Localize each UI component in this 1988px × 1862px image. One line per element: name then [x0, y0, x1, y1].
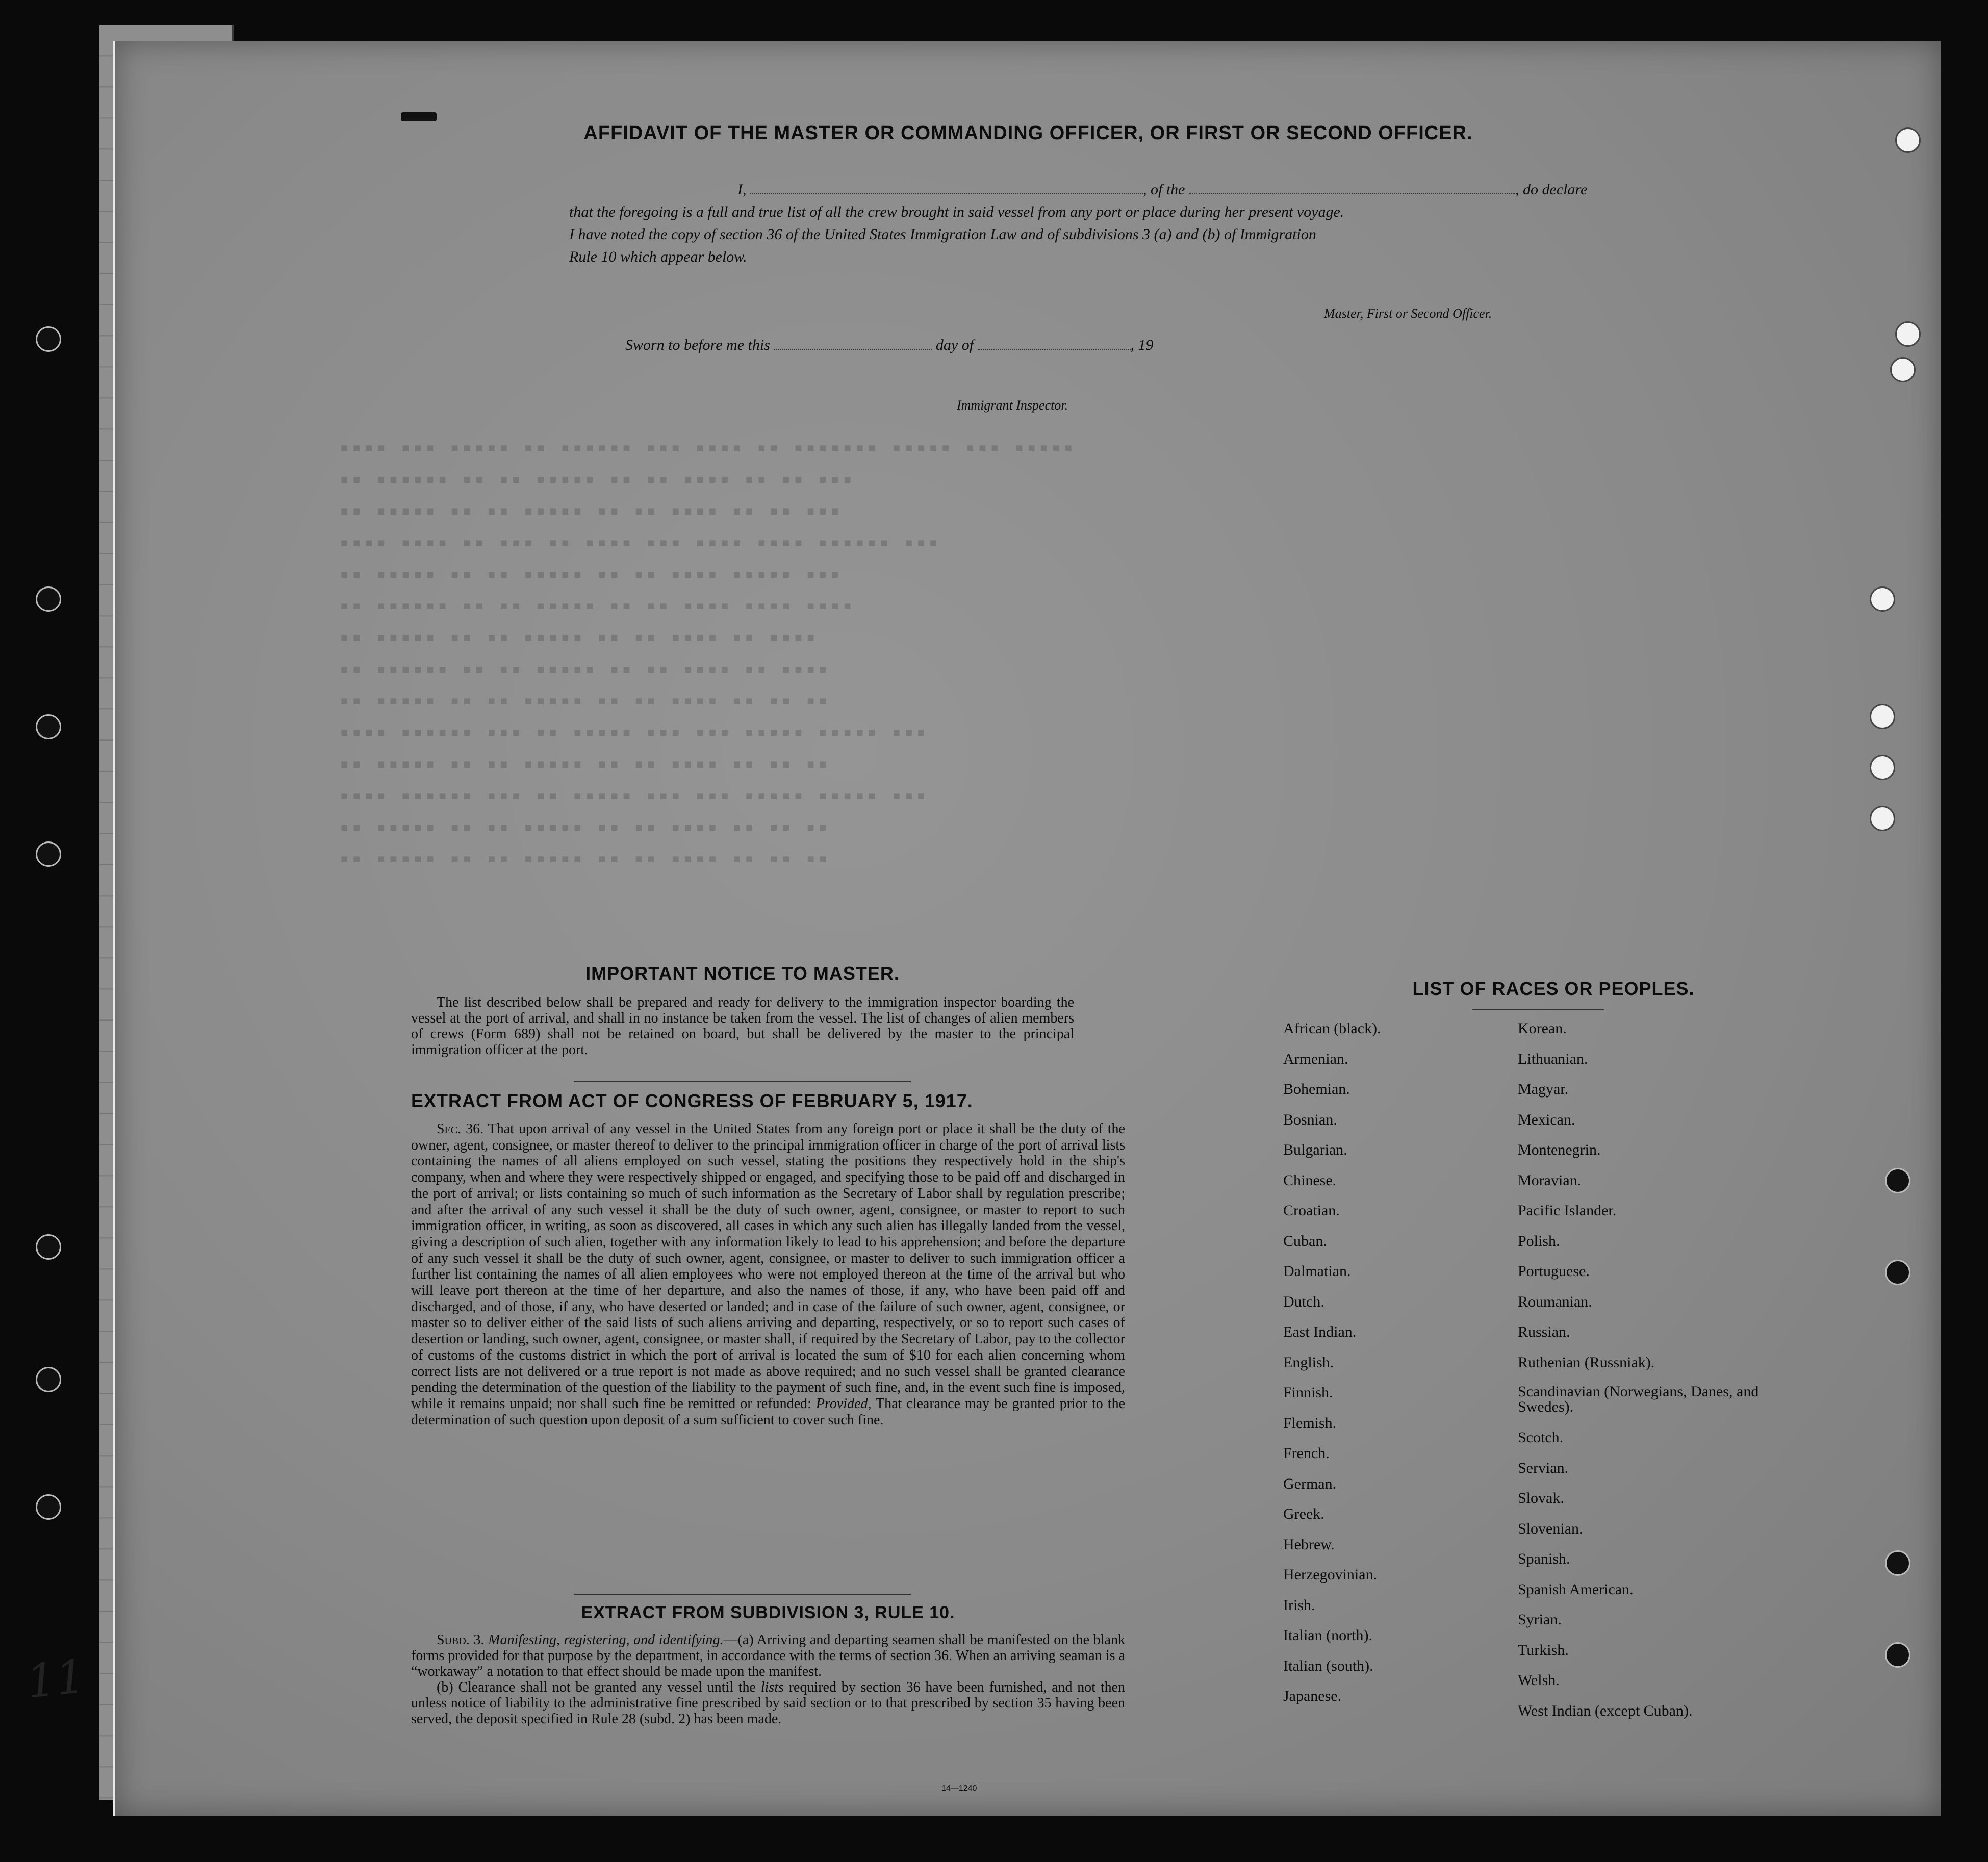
rule-para-b-start: Clearance shall not be granted any vessel until the	[458, 1679, 756, 1695]
race-item: Roumanian.	[1518, 1293, 1592, 1310]
declaration-of-the: , of the	[1143, 181, 1185, 198]
binder-hole	[1870, 755, 1895, 780]
rule-para-b-lists: lists	[760, 1679, 784, 1695]
race-item: Turkish.	[1518, 1641, 1569, 1659]
binder-hole	[1895, 127, 1921, 153]
notice-title: IMPORTANT NOTICE TO MASTER.	[585, 963, 900, 984]
binder-hole	[36, 326, 61, 352]
race-item: Korean.	[1518, 1020, 1567, 1037]
race-item: Scotch.	[1518, 1429, 1564, 1446]
act-title: EXTRACT FROM ACT OF CONGRESS OF FEBRUARY 5, 1917.	[411, 1090, 973, 1111]
binder-clip	[401, 112, 437, 121]
declaration-line-4: Rule 10 which appear below.	[569, 248, 747, 265]
act-body-end: That clearance may be granted prior to the determination of such question upon deposit of a sum sufficient to cover such fine.	[411, 1395, 1125, 1428]
declaration-line-1	[569, 178, 1691, 201]
race-item: Dutch.	[1283, 1293, 1324, 1310]
officer-name-blank	[750, 180, 1143, 194]
race-item: Slovenian.	[1518, 1520, 1583, 1537]
sworn-day-blank	[774, 336, 932, 350]
sworn-line	[625, 336, 1154, 354]
act-body: That upon arrival of any vessel in the United States from any foreign port or place it shall be the duty of the owner, agent, consignee, or master thereof to deliver to the principal immigration officer in charge of the port of arrival lists containing the names of all aliens employed on such vessel, stating the positions they respectively hold in the ship's company, when and where they were respectively shipped or engaged, and specifying those to be paid off and discharged in the port of arrival; or lists containing so much of such information as the Secretary of Labor shall by regulation prescribe; and after the arrival of any such vessel it shall be the duty of such owner, agent, consignee, or master to report to such immigration officer, in writing, as soon as discovered, all cases in which any such alien has illegally landed from the vessel, giving a description of such alien, together with any information likely to lead to his apprehension; and before the departure of any such vessel it shall be the duty of such owner, agent, consignee, or master to deliver to such immigration officer a further list containing the names of all alien employees who were not employed thereon at the time of the arrival but who will leave port thereon at the time of her departure, and also the names of those, if any, who have been paid off and discharged, and of those, if any, who have deserted or landed; and in case of the failure of such owner, agent, consignee, or master so to deliver either of the said lists of such aliens arriving and departing, respectively, or so to report such cases of desertion or landing, such owner, agent, consignee, or master shall, if required by the Secretary of Labor, pay to the collector of customs of the customs district in which the port of arrival is located the sum of $10 for each alien concerning whom correct lists are not delivered or a true report is not made as above required; and no such vessel shall be granted clearance pending the determination of the question of the liability to the payment of such fine, and, in the event such fine is imposed, while it remains unpaid; nor shall such fine be remitted or refunded:	[411, 1121, 1125, 1412]
race-item: Italian (north).	[1283, 1627, 1372, 1644]
rule-text	[411, 1632, 1125, 1727]
race-item: Magyar.	[1518, 1081, 1569, 1098]
race-item: Spanish American.	[1518, 1580, 1634, 1598]
race-item: Greek.	[1283, 1506, 1324, 1522]
rule-para-b-prefix: (b)	[437, 1679, 453, 1695]
race-item: Hebrew.	[1283, 1536, 1335, 1553]
race-item: Welsh.	[1518, 1672, 1560, 1689]
race-item: Servian.	[1518, 1459, 1569, 1476]
binder-hole	[1870, 586, 1895, 612]
sworn-month-blank	[978, 336, 1131, 350]
declaration-line-2: that the foregoing is a full and true list of all the crew brought in said vessel from any port or place during her present voyage.	[569, 203, 1344, 220]
race-item: Slovak.	[1518, 1490, 1564, 1507]
race-item: Russian.	[1518, 1323, 1570, 1340]
rule-title: EXTRACT FROM SUBDIVISION 3, RULE 10.	[581, 1603, 955, 1622]
binder-hole	[1890, 357, 1916, 382]
binder-hole	[1885, 1642, 1910, 1668]
affidavit-declaration	[569, 178, 1691, 268]
race-item: Bohemian.	[1283, 1081, 1350, 1098]
race-item: Finnish.	[1283, 1384, 1333, 1401]
race-item: Scandinavian (Norwegians, Danes, and Swedes).	[1518, 1383, 1759, 1415]
races-list-right	[1518, 1020, 1783, 1732]
race-item: Cuban.	[1283, 1232, 1327, 1249]
act-section-36-text	[411, 1121, 1125, 1428]
binder-hole	[1885, 1260, 1910, 1285]
sworn-prefix: Sworn to before me this	[625, 337, 770, 353]
race-item: Chinese.	[1283, 1171, 1337, 1189]
binder-hole	[36, 1494, 61, 1520]
form-number: 14—1240	[941, 1784, 977, 1793]
rule-para-a-prefix: —(a)	[723, 1632, 754, 1648]
master-signature-label: Master, First or Second Officer.	[1324, 306, 1492, 321]
divider	[574, 1594, 911, 1595]
binder-hole	[36, 714, 61, 739]
race-item: West Indian (except Cuban).	[1518, 1702, 1693, 1719]
immigrant-inspector-label: Immigrant Inspector.	[957, 398, 1068, 413]
race-item: Portuguese.	[1518, 1263, 1590, 1280]
race-item: Spanish.	[1518, 1550, 1570, 1567]
vessel-name-blank	[1189, 180, 1515, 194]
race-item: Italian (south).	[1283, 1657, 1373, 1674]
rule-subd-heading: Manifesting, registering, and identifying.	[488, 1632, 724, 1648]
race-item: Lithuanian.	[1518, 1050, 1588, 1067]
binder-hole	[1870, 806, 1895, 831]
bleed-through-texture: ▪▪▪▪ ▪▪▪ ▪▪▪▪▪ ▪▪ ▪▪▪▪▪▪ ▪▪▪ ▪▪▪▪ ▪▪ ▪▪▪▪▪▪▪ ▪▪▪▪▪ ▪▪▪ ▪▪▪▪▪ ▪▪ ▪▪▪▪▪▪ ▪▪ ▪▪ ▪▪▪▪▪ ▪▪ ▪▪ ▪▪▪▪ ▪▪ ▪▪ ▪▪▪ ▪▪ ▪▪▪▪▪ ▪▪ ▪▪ ▪▪▪▪▪ ▪▪ ▪▪ ▪▪▪▪ ▪▪ ▪▪ ▪▪▪ ▪▪▪▪ ▪▪▪▪ ▪▪ ▪▪▪ ▪▪ ▪▪▪▪ ▪▪▪ ▪▪▪▪ ▪▪▪▪ ▪▪▪▪▪▪ ▪▪▪ ▪▪ ▪▪▪▪▪ ▪▪ ▪▪ ▪▪▪▪▪ ▪▪ ▪▪ ▪▪▪▪ ▪▪▪▪▪ ▪▪▪ ▪▪ ▪▪▪▪▪▪ ▪▪ ▪▪ ▪▪▪▪▪ ▪▪ ▪▪ ▪▪▪▪ ▪▪▪▪ ▪▪▪▪ ▪▪ ▪▪▪▪▪ ▪▪ ▪▪ ▪▪▪▪▪ ▪▪ ▪▪ ▪▪▪▪ ▪▪ ▪▪▪▪ ▪▪ ▪▪▪▪▪▪ ▪▪ ▪▪ ▪▪▪▪▪ ▪▪ ▪▪ ▪▪▪▪ ▪▪ ▪▪▪▪ ▪▪ ▪▪▪▪▪ ▪▪ ▪▪ ▪▪▪▪▪ ▪▪ ▪▪ ▪▪▪▪ ▪▪ ▪▪ ▪▪ ▪▪▪▪ ▪▪▪▪▪▪ ▪▪▪ ▪▪ ▪▪▪▪▪ ▪▪▪ ▪▪▪ ▪▪▪▪▪ ▪▪▪▪▪ ▪▪▪ ▪▪ ▪▪▪▪▪ ▪▪ ▪▪ ▪▪▪▪▪ ▪▪ ▪▪ ▪▪▪▪ ▪▪ ▪▪ ▪▪ ▪▪▪▪ ▪▪▪▪▪▪ ▪▪▪ ▪▪ ▪▪▪▪▪ ▪▪▪ ▪▪▪ ▪▪▪▪▪ ▪▪▪▪▪ ▪▪▪ ▪▪ ▪▪▪▪▪ ▪▪ ▪▪ ▪▪▪▪▪ ▪▪ ▪▪ ▪▪▪▪ ▪▪ ▪▪ ▪▪ ▪▪ ▪▪▪▪▪ ▪▪ ▪▪ ▪▪▪▪▪ ▪▪ ▪▪ ▪▪▪▪ ▪▪ ▪▪ ▪▪	[340, 439, 1076, 868]
sworn-day-of: day of	[935, 337, 974, 353]
rule-para-a-text: Arriving and departing seamen shall be manifested on the blank forms provided for that purpose by the department, in accordance with the terms of section 36. When an arriving seaman is a “workaway” a notation to that effect should be made upon the manifest.	[411, 1632, 1125, 1679]
race-item: East Indian.	[1283, 1323, 1357, 1340]
binder-hole	[1870, 704, 1895, 729]
binder-hole	[1895, 321, 1921, 347]
race-item: Armenian.	[1283, 1050, 1348, 1067]
manifest-back-page	[113, 41, 1941, 1816]
race-item: Irish.	[1283, 1596, 1315, 1614]
race-item: Syrian.	[1518, 1611, 1562, 1628]
notice-text: The list described below shall be prepared and ready for delivery to the immigration inspector boarding the vessel at the port of arrival, and shall in no instance be taken from the vessel. The list of changes of alien members of crews (Form 689) shall not be retained on board, but shall be delivered by the master to the principal immigration officer at the port.	[411, 994, 1074, 1058]
race-item: African (black).	[1283, 1020, 1381, 1037]
binder-hole	[36, 1367, 61, 1392]
race-item: Japanese.	[1283, 1688, 1342, 1704]
race-item: Herzegovinian.	[1283, 1566, 1378, 1583]
rule-para-b-rest: required by section 36 have been furnished, and not then unless notice of liability to the administrative fine prescribed by said section or to that prescribed by section 35 having been served, the deposit specified in Rule 28 (subd. 2) has been made.	[411, 1679, 1126, 1727]
race-item: Croatian.	[1283, 1202, 1340, 1219]
race-item: French.	[1283, 1445, 1330, 1462]
binder-hole	[1885, 1550, 1910, 1576]
race-item: Moravian.	[1518, 1171, 1582, 1189]
divider	[574, 1081, 911, 1082]
race-item: Polish.	[1518, 1232, 1560, 1249]
binder-hole	[36, 1234, 61, 1260]
divider	[1472, 1009, 1604, 1010]
binder-hole	[36, 586, 61, 612]
races-list-left	[1283, 1020, 1497, 1718]
races-title: LIST OF RACES OR PEOPLES.	[1412, 978, 1695, 999]
race-item: Dalmatian.	[1283, 1263, 1351, 1280]
rule-para-a	[411, 1632, 1125, 1679]
declaration-do-declare: , do declare	[1515, 181, 1588, 198]
race-item: Bosnian.	[1283, 1111, 1337, 1128]
race-item: Mexican.	[1518, 1111, 1575, 1128]
binder-hole	[1885, 1168, 1910, 1193]
binder-hole	[36, 841, 61, 867]
declaration-i: I,	[737, 181, 747, 198]
act-section-label: Sec. 36.	[437, 1121, 484, 1137]
race-item: Montenegrin.	[1518, 1141, 1601, 1158]
race-item: Flemish.	[1283, 1414, 1337, 1432]
declaration-line-3: I have noted the copy of section 36 of the United States Immigration Law and of subdivisions 3 (a) and (b) of Immigration	[569, 226, 1316, 243]
race-item: German.	[1283, 1475, 1337, 1492]
handwritten-mark: 11	[23, 1649, 88, 1709]
race-item: English.	[1283, 1354, 1334, 1371]
race-item: Bulgarian.	[1283, 1141, 1347, 1158]
sworn-year: , 19	[1130, 337, 1154, 353]
rule-subd-label: Subd. 3.	[437, 1632, 485, 1648]
act-provided: Provided,	[815, 1395, 872, 1412]
affidavit-title: AFFIDAVIT OF THE MASTER OR COMMANDING OFFICER, OR FIRST OR SECOND OFFICER.	[583, 122, 1473, 144]
race-item: Pacific Islander.	[1518, 1202, 1617, 1219]
rule-para-b	[411, 1679, 1125, 1727]
race-item: Ruthenian (Russniak).	[1518, 1354, 1655, 1371]
